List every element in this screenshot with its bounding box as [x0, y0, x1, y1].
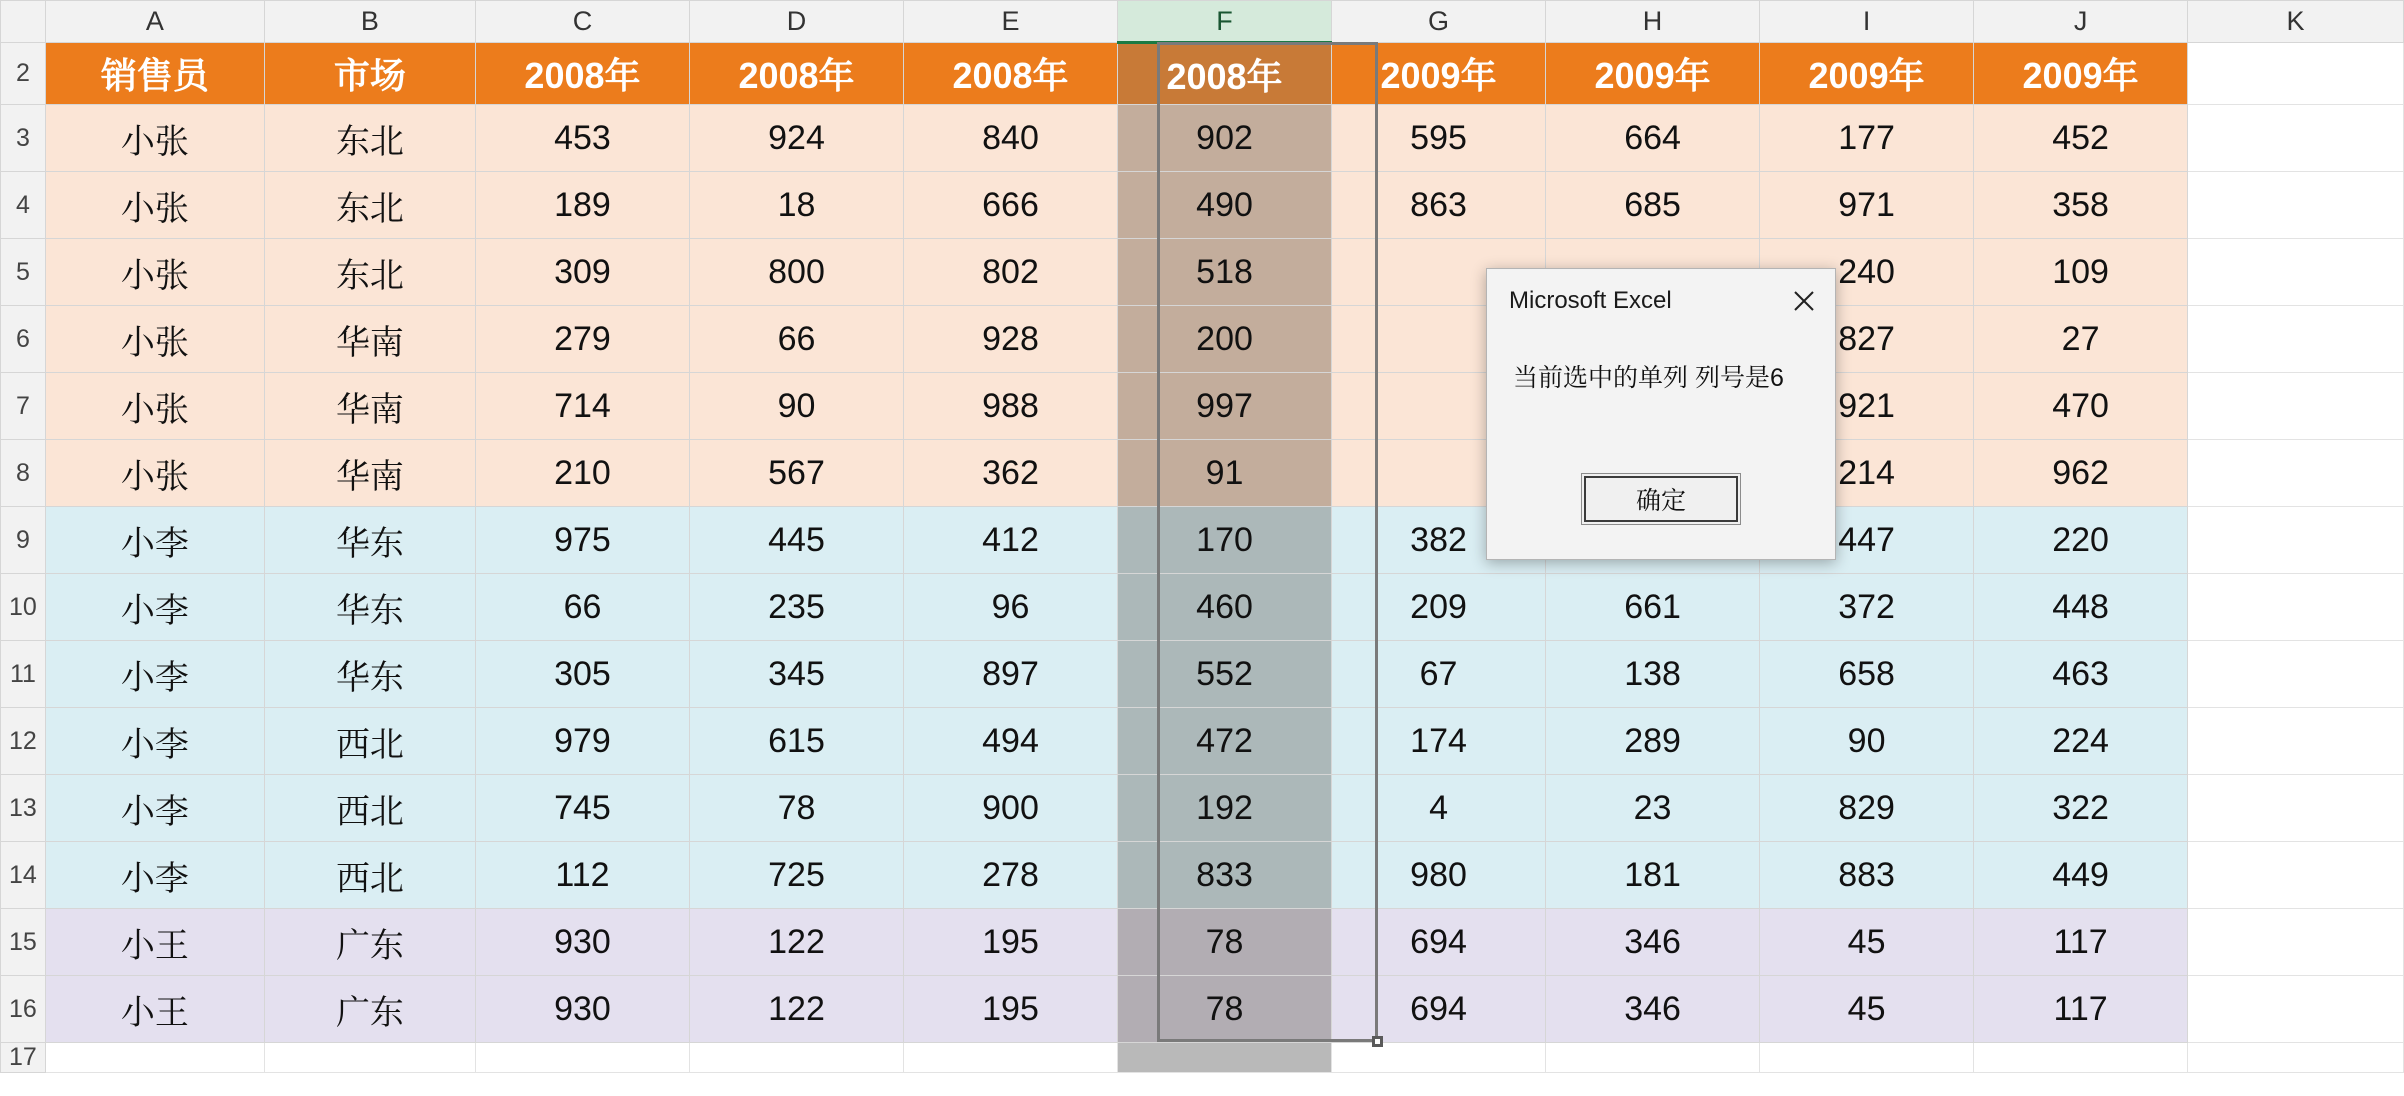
- data-cell[interactable]: 195: [904, 909, 1118, 976]
- data-cell[interactable]: 174: [1332, 708, 1546, 775]
- excel-message-dialog: [1486, 268, 1836, 560]
- data-cell[interactable]: 802: [904, 239, 1118, 306]
- data-cell[interactable]: 322: [1974, 775, 2188, 842]
- data-cell[interactable]: 305: [475, 641, 689, 708]
- empty-cell[interactable]: [1760, 1043, 1974, 1073]
- data-cell[interactable]: 661: [1546, 574, 1760, 641]
- data-cell[interactable]: 西北: [264, 842, 475, 909]
- table-row: [1, 842, 2404, 909]
- row-header-4[interactable]: 4: [1, 172, 46, 239]
- data-cell[interactable]: 346: [1546, 909, 1760, 976]
- table-row: [1, 641, 2404, 708]
- data-cell[interactable]: 833: [1118, 842, 1332, 909]
- table-row: [1, 440, 2404, 507]
- data-cell[interactable]: 980: [1332, 842, 1546, 909]
- empty-cell[interactable]: [2188, 708, 2404, 775]
- row-header-9[interactable]: 9: [1, 507, 46, 574]
- empty-cell[interactable]: [264, 1043, 475, 1073]
- data-cell[interactable]: 小李: [45, 842, 264, 909]
- table-header-row: [1, 43, 2404, 105]
- data-cell[interactable]: 西北: [264, 775, 475, 842]
- data-cell[interactable]: 685: [1546, 172, 1760, 239]
- data-cell[interactable]: 小李: [45, 775, 264, 842]
- header-cell[interactable]: 2008年: [904, 43, 1118, 105]
- data-cell[interactable]: 979: [475, 708, 689, 775]
- empty-cell[interactable]: [1118, 1043, 1332, 1073]
- table-row: [1, 239, 2404, 306]
- data-cell[interactable]: 897: [904, 641, 1118, 708]
- column-header-c[interactable]: C: [475, 1, 689, 43]
- table-row: [1, 1043, 2404, 1073]
- header-cell[interactable]: 2008年: [475, 43, 689, 105]
- row-header-13[interactable]: 13: [1, 775, 46, 842]
- dialog-title: Microsoft Excel: [1509, 287, 1672, 314]
- table-row: [1, 708, 2404, 775]
- empty-cell[interactable]: [904, 1043, 1118, 1073]
- data-cell[interactable]: 412: [904, 507, 1118, 574]
- data-cell[interactable]: 900: [904, 775, 1118, 842]
- empty-cell[interactable]: [2188, 239, 2404, 306]
- empty-cell[interactable]: [2188, 172, 2404, 239]
- data-cell[interactable]: 595: [1332, 105, 1546, 172]
- column-header-i[interactable]: I: [1760, 1, 1974, 43]
- row-header-12[interactable]: 12: [1, 708, 46, 775]
- row-header-11[interactable]: 11: [1, 641, 46, 708]
- data-cell[interactable]: 67: [1332, 641, 1546, 708]
- empty-cell[interactable]: [2188, 373, 2404, 440]
- data-cell[interactable]: 447: [1760, 507, 1974, 574]
- column-header-a[interactable]: A: [45, 1, 264, 43]
- ok-button[interactable]: 确定: [1581, 473, 1741, 525]
- row-header-6[interactable]: 6: [1, 306, 46, 373]
- data-cell[interactable]: 309: [475, 239, 689, 306]
- data-cell[interactable]: 小张: [45, 373, 264, 440]
- column-header-g[interactable]: G: [1332, 1, 1546, 43]
- data-cell[interactable]: 921: [1760, 373, 1974, 440]
- row-header-10[interactable]: 10: [1, 574, 46, 641]
- empty-cell[interactable]: [2188, 1043, 2404, 1073]
- data-cell[interactable]: 863: [1332, 172, 1546, 239]
- data-cell[interactable]: 694: [1332, 976, 1546, 1043]
- column-header-b[interactable]: B: [264, 1, 475, 43]
- header-cell[interactable]: 销售员: [45, 43, 264, 105]
- data-cell[interactable]: 192: [1118, 775, 1332, 842]
- empty-cell[interactable]: [2188, 909, 2404, 976]
- data-cell[interactable]: 小张: [45, 105, 264, 172]
- dialog-footer: [1487, 473, 1835, 525]
- data-cell[interactable]: 117: [1974, 909, 2188, 976]
- column-header-h[interactable]: H: [1546, 1, 1760, 43]
- empty-cell[interactable]: [2188, 440, 2404, 507]
- data-cell[interactable]: 东北: [264, 239, 475, 306]
- data-cell[interactable]: 552: [1118, 641, 1332, 708]
- data-cell[interactable]: 138: [1546, 641, 1760, 708]
- data-cell[interactable]: 988: [904, 373, 1118, 440]
- table-row: [1, 373, 2404, 440]
- data-cell[interactable]: 小张: [45, 440, 264, 507]
- column-header-k[interactable]: K: [2188, 1, 2404, 43]
- close-icon[interactable]: [1773, 273, 1835, 329]
- data-cell[interactable]: 东北: [264, 172, 475, 239]
- header-cell[interactable]: 2009年: [1974, 43, 2188, 105]
- data-cell[interactable]: 112: [475, 842, 689, 909]
- data-cell[interactable]: 4: [1332, 775, 1546, 842]
- data-cell[interactable]: 472: [1118, 708, 1332, 775]
- row-header-17[interactable]: 17: [1, 1043, 46, 1073]
- data-cell[interactable]: 372: [1760, 574, 1974, 641]
- row-header-16[interactable]: 16: [1, 976, 46, 1043]
- data-cell[interactable]: 930: [475, 976, 689, 1043]
- data-cell[interactable]: 358: [1974, 172, 2188, 239]
- data-cell[interactable]: 470: [1974, 373, 2188, 440]
- data-cell[interactable]: 170: [1118, 507, 1332, 574]
- data-cell[interactable]: 745: [475, 775, 689, 842]
- data-cell[interactable]: 452: [1974, 105, 2188, 172]
- data-cell[interactable]: 382: [1332, 507, 1546, 574]
- data-cell[interactable]: 小张: [45, 239, 264, 306]
- data-cell[interactable]: 449: [1974, 842, 2188, 909]
- data-cell[interactable]: 694: [1332, 909, 1546, 976]
- row-header-5[interactable]: 5: [1, 239, 46, 306]
- data-cell[interactable]: 278: [904, 842, 1118, 909]
- table-row: [1, 306, 2404, 373]
- data-cell[interactable]: 362: [904, 440, 1118, 507]
- empty-cell[interactable]: [1546, 1043, 1760, 1073]
- data-cell[interactable]: 666: [904, 172, 1118, 239]
- row-header-3[interactable]: 3: [1, 105, 46, 172]
- column-header-f[interactable]: F: [1118, 1, 1332, 43]
- data-cell[interactable]: 214: [1760, 440, 1974, 507]
- table-row: [1, 775, 2404, 842]
- data-cell[interactable]: 小张: [45, 306, 264, 373]
- empty-cell[interactable]: [45, 1043, 264, 1073]
- data-cell[interactable]: 189: [475, 172, 689, 239]
- data-cell[interactable]: 725: [689, 842, 903, 909]
- table-row: [1, 172, 2404, 239]
- header-cell[interactable]: 2008年: [1118, 43, 1332, 105]
- data-cell[interactable]: 902: [1118, 105, 1332, 172]
- data-cell[interactable]: 928: [904, 306, 1118, 373]
- data-cell[interactable]: 90: [689, 373, 903, 440]
- data-cell[interactable]: 240: [1760, 239, 1974, 306]
- data-cell[interactable]: 小李: [45, 641, 264, 708]
- table-row: [1, 574, 2404, 641]
- data-cell[interactable]: 78: [1118, 976, 1332, 1043]
- data-cell[interactable]: 小李: [45, 507, 264, 574]
- empty-cell[interactable]: [1974, 1043, 2188, 1073]
- data-cell[interactable]: 66: [689, 306, 903, 373]
- data-cell[interactable]: 235: [689, 574, 903, 641]
- data-cell[interactable]: 345: [689, 641, 903, 708]
- column-header-d[interactable]: D: [689, 1, 903, 43]
- empty-cell[interactable]: [2188, 775, 2404, 842]
- empty-cell[interactable]: [2188, 976, 2404, 1043]
- data-cell[interactable]: 714: [475, 373, 689, 440]
- empty-cell[interactable]: [2188, 842, 2404, 909]
- empty-cell[interactable]: [2188, 507, 2404, 574]
- header-cell[interactable]: 2009年: [1546, 43, 1760, 105]
- data-cell[interactable]: 45: [1760, 976, 1974, 1043]
- data-cell[interactable]: 463: [1974, 641, 2188, 708]
- data-cell[interactable]: 96: [904, 574, 1118, 641]
- data-cell[interactable]: 195: [904, 976, 1118, 1043]
- data-cell[interactable]: 567: [689, 440, 903, 507]
- data-cell[interactable]: 445: [689, 507, 903, 574]
- empty-cell[interactable]: [689, 1043, 903, 1073]
- data-cell[interactable]: 658: [1760, 641, 1974, 708]
- data-cell[interactable]: 109: [1974, 239, 2188, 306]
- data-cell[interactable]: 45: [1760, 909, 1974, 976]
- data-cell[interactable]: 小张: [45, 172, 264, 239]
- data-cell[interactable]: 小李: [45, 574, 264, 641]
- data-cell[interactable]: 997: [1118, 373, 1332, 440]
- data-cell[interactable]: 209: [1332, 574, 1546, 641]
- column-header-j[interactable]: J: [1974, 1, 2188, 43]
- data-cell[interactable]: 971: [1760, 172, 1974, 239]
- data-cell[interactable]: 829: [1760, 775, 1974, 842]
- data-cell[interactable]: 494: [904, 708, 1118, 775]
- selection-fill-handle[interactable]: [1372, 1036, 1383, 1047]
- data-cell[interactable]: 177: [1760, 105, 1974, 172]
- data-cell[interactable]: 小王: [45, 909, 264, 976]
- data-cell[interactable]: 27: [1974, 306, 2188, 373]
- data-cell[interactable]: 小李: [45, 708, 264, 775]
- empty-cell[interactable]: [1332, 1043, 1546, 1073]
- row-header-2[interactable]: 2: [1, 43, 46, 105]
- header-cell[interactable]: 市场: [264, 43, 475, 105]
- data-cell[interactable]: 200: [1118, 306, 1332, 373]
- data-cell[interactable]: 122: [689, 909, 903, 976]
- data-cell[interactable]: 840: [904, 105, 1118, 172]
- table-row: [1, 507, 2404, 574]
- data-cell[interactable]: 448: [1974, 574, 2188, 641]
- data-cell[interactable]: 18: [689, 172, 903, 239]
- data-cell[interactable]: 210: [475, 440, 689, 507]
- data-cell[interactable]: 224: [1974, 708, 2188, 775]
- data-cell[interactable]: 279: [475, 306, 689, 373]
- data-cell[interactable]: 91: [1118, 440, 1332, 507]
- data-cell[interactable]: 23: [1546, 775, 1760, 842]
- data-cell[interactable]: 975: [475, 507, 689, 574]
- dialog-titlebar: [1487, 269, 1835, 333]
- data-cell[interactable]: 117: [1974, 976, 2188, 1043]
- data-cell[interactable]: 615: [689, 708, 903, 775]
- dialog-message: 当前选中的单列 列号是6: [1513, 364, 1784, 392]
- data-cell[interactable]: 122: [689, 976, 903, 1043]
- data-cell[interactable]: 930: [475, 909, 689, 976]
- empty-cell[interactable]: [2188, 43, 2404, 105]
- table-row: [1, 976, 2404, 1043]
- table-row: [1, 909, 2404, 976]
- data-cell[interactable]: 66: [475, 574, 689, 641]
- data-cell[interactable]: 90: [1760, 708, 1974, 775]
- data-cell[interactable]: 华东: [264, 641, 475, 708]
- data-cell[interactable]: 广东: [264, 976, 475, 1043]
- data-cell[interactable]: 924: [689, 105, 903, 172]
- row-header-7[interactable]: 7: [1, 373, 46, 440]
- row-header-14[interactable]: 14: [1, 842, 46, 909]
- data-cell[interactable]: 883: [1760, 842, 1974, 909]
- data-cell[interactable]: 广东: [264, 909, 475, 976]
- data-cell[interactable]: 289: [1546, 708, 1760, 775]
- empty-cell[interactable]: [2188, 306, 2404, 373]
- data-cell[interactable]: 518: [1118, 239, 1332, 306]
- header-cell[interactable]: 2009年: [1760, 43, 1974, 105]
- data-cell[interactable]: 西北: [264, 708, 475, 775]
- header-cell[interactable]: 2008年: [689, 43, 903, 105]
- data-cell[interactable]: 华南: [264, 306, 475, 373]
- data-cell[interactable]: 800: [689, 239, 903, 306]
- data-cell[interactable]: 460: [1118, 574, 1332, 641]
- data-cell[interactable]: 东北: [264, 105, 475, 172]
- table-row: [1, 105, 2404, 172]
- data-cell[interactable]: 华东: [264, 574, 475, 641]
- data-cell[interactable]: 小王: [45, 976, 264, 1043]
- data-cell[interactable]: 华东: [264, 507, 475, 574]
- data-cell[interactable]: 827: [1760, 306, 1974, 373]
- data-cell[interactable]: 453: [475, 105, 689, 172]
- data-cell[interactable]: 华南: [264, 440, 475, 507]
- data-cell[interactable]: 78: [1118, 909, 1332, 976]
- select-all-corner[interactable]: [1, 1, 46, 43]
- header-cell[interactable]: 2009年: [1332, 43, 1546, 105]
- data-cell[interactable]: 华南: [264, 373, 475, 440]
- data-cell[interactable]: 181: [1546, 842, 1760, 909]
- empty-cell[interactable]: [475, 1043, 689, 1073]
- data-cell[interactable]: 664: [1546, 105, 1760, 172]
- empty-cell[interactable]: [2188, 105, 2404, 172]
- empty-cell[interactable]: [2188, 641, 2404, 708]
- row-header-8[interactable]: 8: [1, 440, 46, 507]
- data-cell[interactable]: 490: [1118, 172, 1332, 239]
- data-cell[interactable]: 78: [689, 775, 903, 842]
- row-header-15[interactable]: 15: [1, 909, 46, 976]
- empty-cell[interactable]: [2188, 574, 2404, 641]
- data-cell[interactable]: 346: [1546, 976, 1760, 1043]
- data-cell[interactable]: 220: [1974, 507, 2188, 574]
- data-cell[interactable]: 962: [1974, 440, 2188, 507]
- column-header-e[interactable]: E: [904, 1, 1118, 43]
